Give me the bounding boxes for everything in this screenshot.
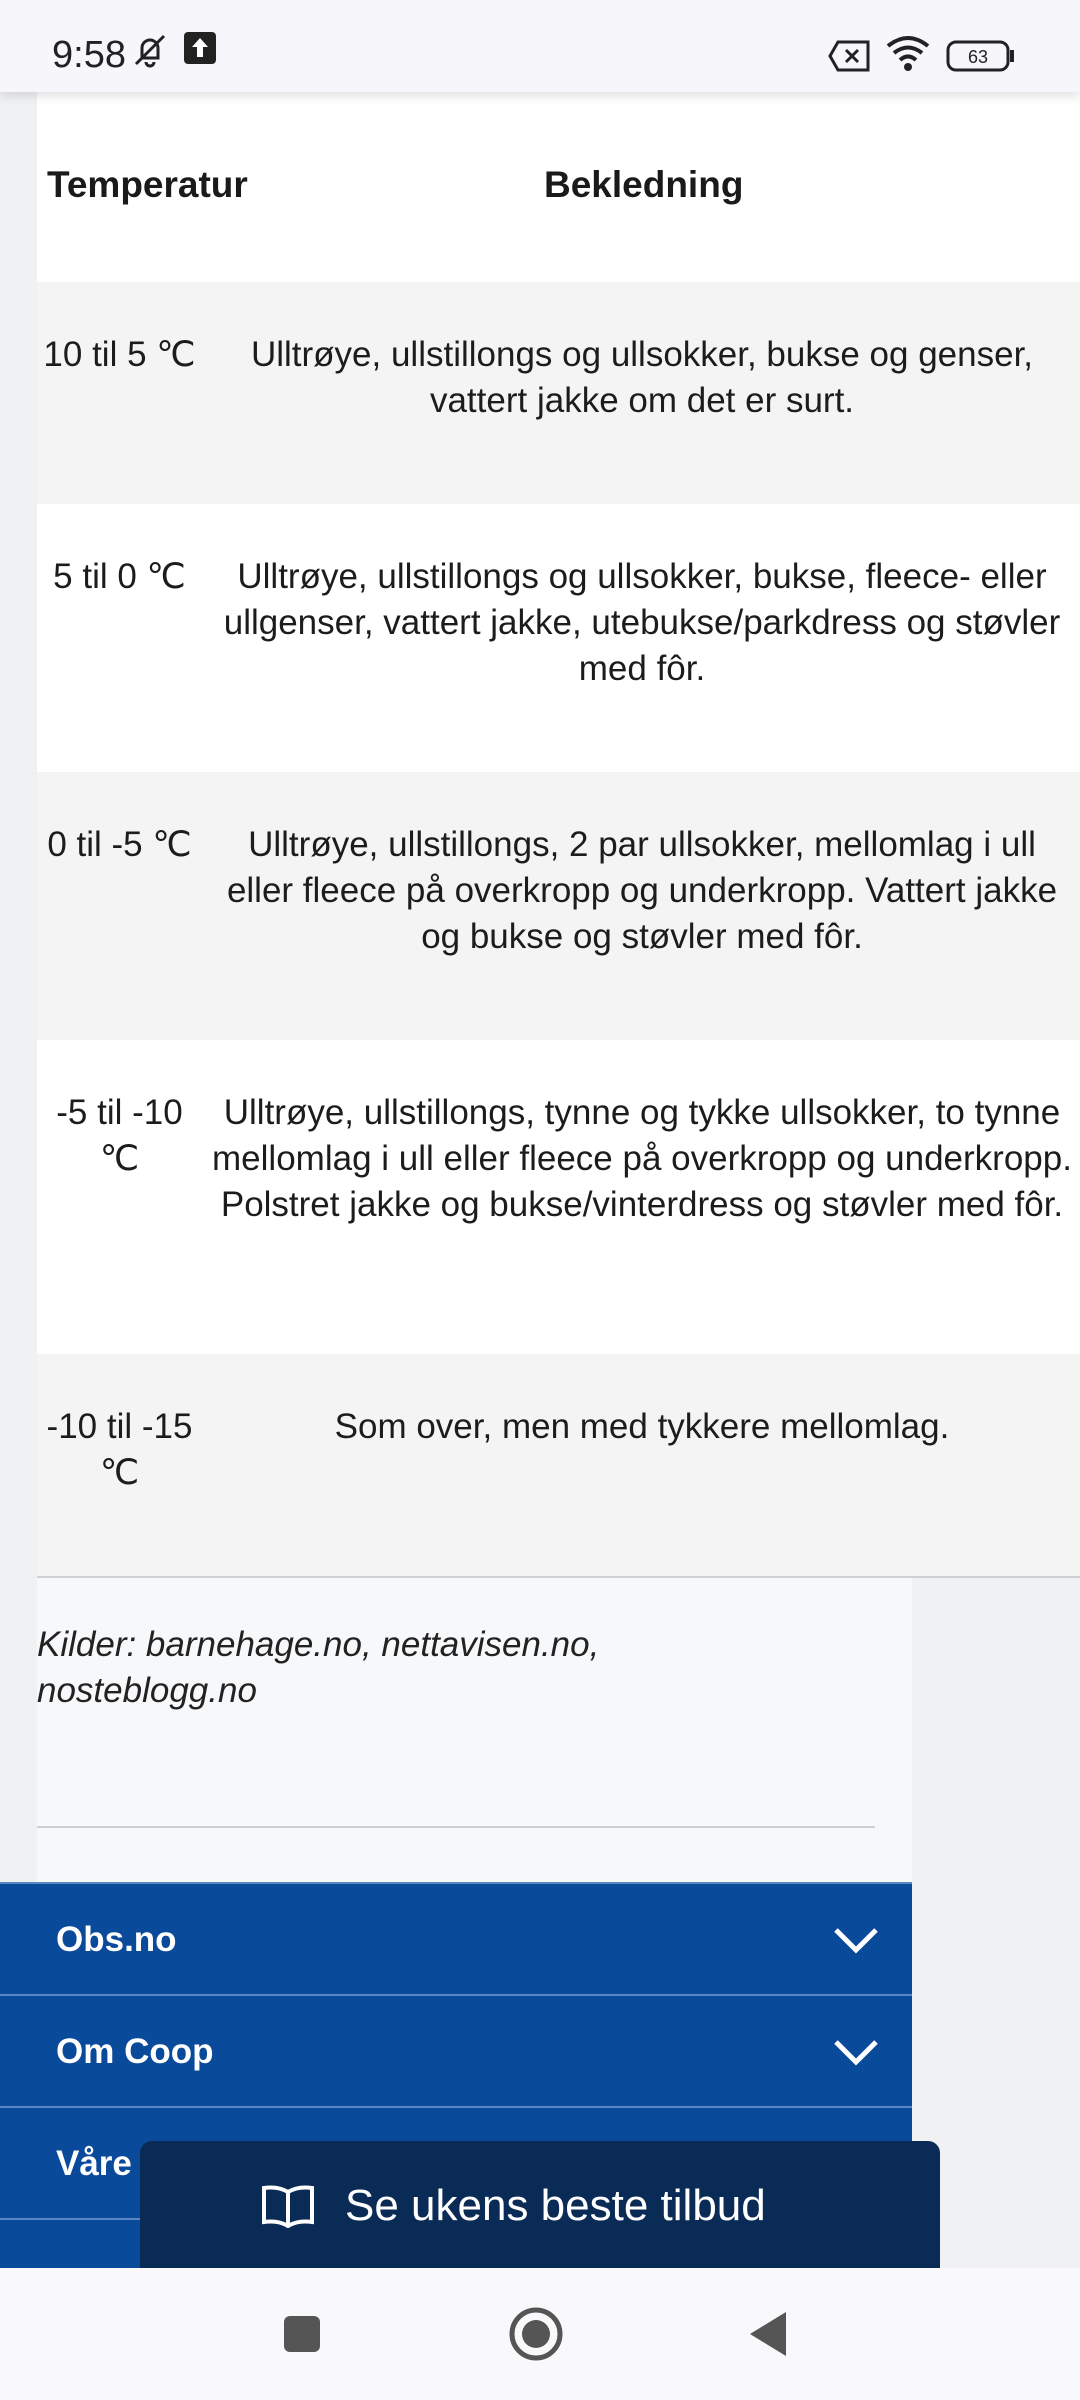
temp-cell: -5 til -10 ℃ [56,1093,183,1178]
battery-icon [946,40,1016,77]
accordion-obs[interactable] [0,1882,912,1996]
divider [37,1826,875,1828]
table-header [37,92,1080,282]
header-clothing: Bekledning [544,164,744,205]
accordion-label: Våre [56,2144,132,2183]
table-bottom-border [37,1576,1080,1578]
table-row [37,1040,1080,1354]
bell-off-icon [130,30,170,75]
temp-cell: 5 til 0 ℃ [53,557,186,596]
status-time: 9:58 [52,34,126,76]
chevron-down-icon [832,2032,880,2072]
temp-cell: 0 til -5 ℃ [47,825,192,864]
accordion-label: Obs.no [56,1920,177,1959]
table-row [37,772,1080,1040]
page-content [0,92,1080,2268]
header-temperature: Temperatur [47,164,248,205]
back-icon[interactable] [746,2310,790,2363]
recents-icon[interactable] [282,2314,322,2359]
clothing-cell: Ulltrøye, ullstillongs og ullsokker, bukse og genser, vattert jakke om det er surt. [250,335,1034,420]
sources-text: Kilder: barnehage.no, nettavisen.no, nosteblogg.no [37,1625,600,1710]
clothing-cell: Ulltrøye, ullstillongs, 2 par ullsokker, mellomlag i ull eller fleece på overkropp og underkropp. Vattert jakke og bukse og støvler med fôr. [226,825,1058,956]
temp-cell: 10 til 5 ℃ [43,335,196,374]
temp-cell: -10 til -15 ℃ [46,1407,193,1492]
clothing-table [37,92,1080,1578]
upload-icon [182,30,218,71]
accordion-label: Om Coop [56,2032,214,2071]
clothing-cell: Ulltrøye, ullstillongs og ullsokker, bukse, fleece- eller ullgenser, vattert jakke, utebukse/parkdress og støvler med fôr. [223,557,1061,688]
table-row [37,282,1080,504]
clothing-cell: Som over, men med tykkere mellomlag. [334,1407,950,1446]
weekly-offers-label: Se ukens beste tilbud [345,2181,766,2230]
table-row [37,504,1080,772]
status-bar [0,0,1080,92]
home-icon[interactable] [508,2306,564,2367]
chevron-down-icon [832,1920,880,1960]
accordion-om-coop[interactable] [0,1994,912,2108]
wifi-icon [884,34,932,77]
table-row [37,1354,1080,1576]
svg-text:63: 63 [967,47,989,67]
weekly-offers-button[interactable] [140,2141,940,2271]
book-open-icon [260,2184,316,2228]
clothing-cell: Ulltrøye, ullstillongs, tynne og tykke ullsokker, to tynne mellomlag i ull eller fleece på overkropp og underkropp. Polstret jakke og bukse/vinterdress og støvler med fôr. [212,1093,1072,1224]
no-sim-icon [828,40,872,77]
system-nav-bar [0,2268,1080,2400]
